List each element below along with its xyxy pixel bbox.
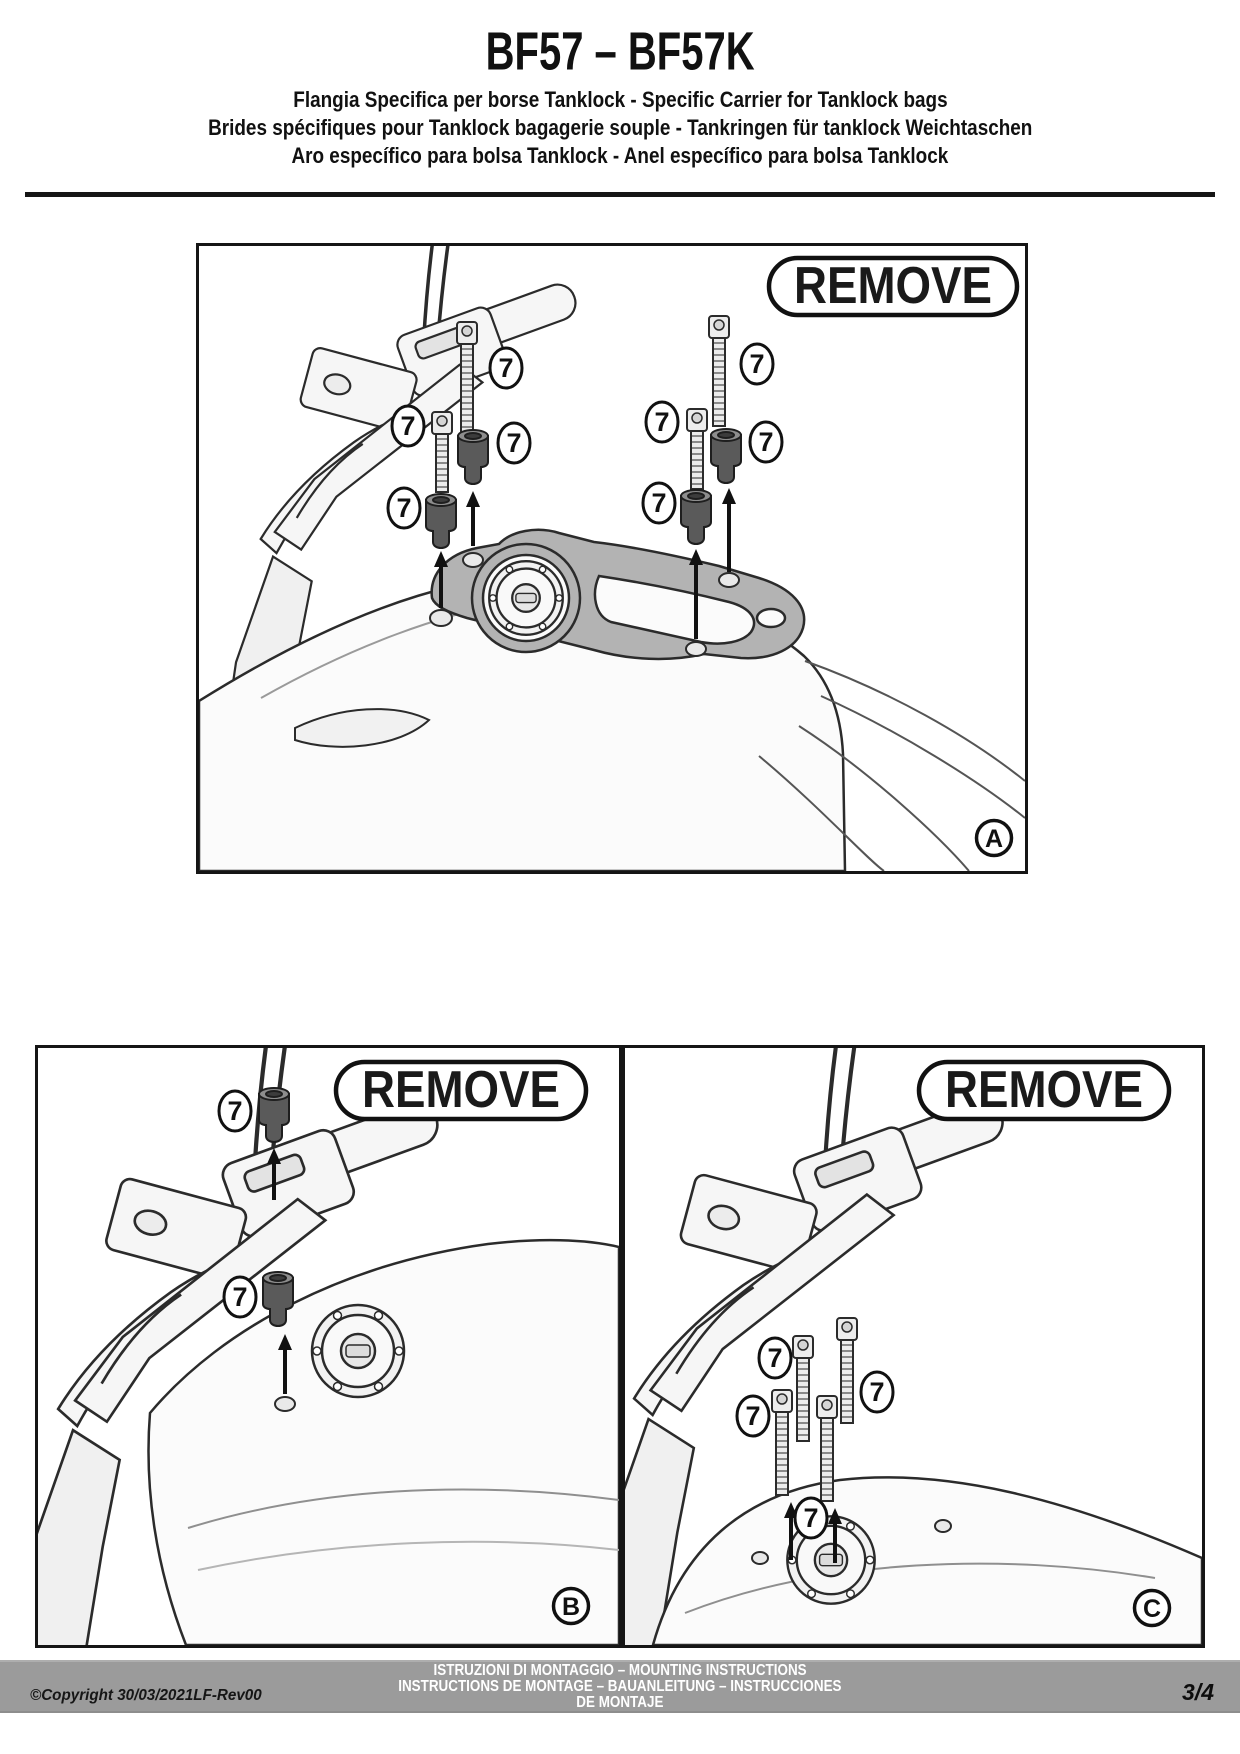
fuel-cap-art [489,561,563,635]
callout-7 [219,1091,251,1131]
svg-text:7: 7 [232,1282,248,1312]
fuel-tank-line-art [653,1477,1202,1645]
svg-text:7: 7 [745,1401,761,1431]
callout-7 [646,402,678,442]
panel-b-illustration [38,1048,619,1645]
diagram-panel-a [196,243,1028,874]
copyright-notice: ©Copyright 30/03/2021LF-Rev00 [30,1687,262,1704]
instructions-line-3: DE MONTAJE [576,1694,664,1711]
svg-text:7: 7 [651,488,667,518]
panel-badge-b [554,1589,589,1624]
bushing [426,494,456,548]
callout-7 [750,422,782,462]
svg-text:7: 7 [498,353,514,383]
footer-bar [0,1660,1240,1713]
panel-badge-c [1135,1591,1170,1626]
sheet-header [0,0,1240,170]
diagram-panel-c [622,1045,1205,1648]
svg-text:A: A [984,825,1004,853]
arrow-up [466,491,480,546]
fuel-cap-art [312,1305,404,1397]
arrow-up [722,488,736,572]
svg-text:7: 7 [506,428,522,458]
callout-7 [737,1396,769,1436]
callout-7 [392,406,424,446]
callout-7 [861,1372,893,1412]
callout-7 [224,1277,256,1317]
svg-text:REMOVE: REMOVE [362,1061,560,1119]
remove-pill [336,1061,586,1119]
svg-text:REMOVE: REMOVE [945,1061,1143,1119]
header-divider [25,192,1215,197]
callout-7 [795,1498,827,1538]
instructions-line-1: ISTRUZIONI DI MONTAGGIO – MOUNTING INSTRUCTIONS [433,1662,807,1679]
screw-long [457,322,477,432]
subtitle-block [0,86,1240,170]
callout-7 [498,423,530,463]
svg-text:B: B [561,1593,581,1621]
screw-long [837,1318,857,1423]
svg-text:C: C [1142,1595,1162,1623]
subtitle-fr-de: Brides spécifiques pour Tanklock bagagerie souple - Tankringen für tanklock Weichtaschen [207,115,1033,140]
svg-text:7: 7 [654,407,670,437]
callout-7 [741,344,773,384]
screw-long [793,1336,813,1441]
model-title: BF57 – BF57K [485,20,755,82]
svg-text:7: 7 [227,1096,243,1126]
screw-short [432,412,452,492]
svg-text:7: 7 [758,427,774,457]
page-number: 3/4 [1182,1679,1214,1705]
callout-7 [388,488,420,528]
panel-a-illustration [199,246,1025,871]
bushing [458,430,488,484]
subtitle-es-pt: Aro específico para bolsa Tanklock - Anel específico para bolsa Tanklock [291,143,949,168]
svg-text:7: 7 [803,1503,819,1533]
svg-text:7: 7 [749,349,765,379]
callout-7 [759,1338,791,1378]
screw-short [687,409,707,489]
screw-long [772,1390,792,1495]
remove-pill [919,1061,1169,1119]
screw-long [817,1396,837,1501]
callout-7 [643,483,675,523]
svg-text:7: 7 [396,493,412,523]
svg-text:7: 7 [400,411,416,441]
bushing [259,1088,289,1142]
panel-badge-a [977,821,1012,856]
panel-c-illustration [625,1048,1202,1645]
subtitle-it-en: Flangia Specifica per borse Tanklock - Specific Carrier for Tanklock bags [292,87,948,112]
instructions-line-2: INSTRUCTIONS DE MONTAGE – BAUANLEITUNG – INSTRUCCIONES [398,1678,842,1695]
bushing [711,429,741,483]
page-title [0,20,1240,82]
diagram-panel-b [35,1045,622,1648]
svg-text:7: 7 [869,1377,885,1407]
bushing [681,490,711,544]
svg-text:REMOVE: REMOVE [794,257,992,315]
remove-pill [769,257,1017,315]
svg-text:7: 7 [767,1343,783,1373]
callout-7 [490,348,522,388]
screw-long [709,316,729,426]
